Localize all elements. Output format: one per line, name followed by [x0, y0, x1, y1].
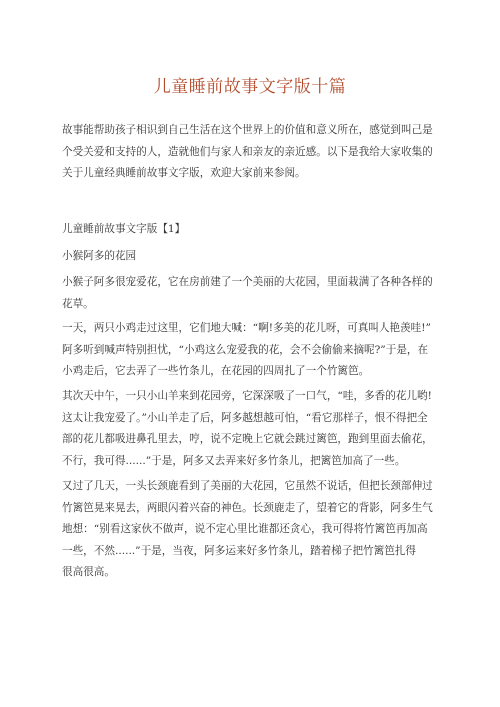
story-line: 花草。 — [62, 297, 94, 310]
story-paragraph — [62, 476, 434, 584]
story-line: 竹篱笆晃来晃去，两眼闪着兴奋的神色。长颈鹿走了，望着它的背影，阿多生气 — [62, 501, 433, 514]
intro-line: 个受关爱和支持的人，造就他们与家人和亲友的亲近感。以下是我给大家收集的 — [62, 145, 433, 158]
story-paragraph — [62, 272, 434, 315]
intro-paragraph — [62, 120, 434, 185]
page-title: 儿童睡前故事文字版十篇 — [153, 77, 347, 97]
story-paragraph — [62, 318, 434, 383]
story-line: 阿多听到喊声特别担忧，“小鸡这么宠爱我的花，会不会偷偷来摘呢?”于是，在 — [62, 343, 429, 356]
story-line: 一天，两只小鸡走过这里，它们地大喊：“啊!多美的花儿呀，可真叫人艳羡哇!” — [62, 322, 431, 334]
story-line: 地想：“别看这家伙不做声，说不定心里比谁都还贪心，我可得将竹篱笆再加高 — [62, 523, 428, 535]
story-line: 很高很高。 — [62, 566, 115, 578]
story-line: 这太让我宠爱了。”小山羊走了后，阿多越想越可怕，“看它那样子，恨不得把全 — [62, 411, 428, 424]
story-line: 不行，我可得......”于是，阿多又去弄来好多竹条儿，把篱笆加高了一些。 — [62, 454, 406, 467]
story-line: 其次天中午，一只小山羊来到花园旁，它深深吸了一口气，“哇，多香的花儿哟! — [62, 390, 432, 402]
story-line: 小鸡走后，它去弄了一些竹条儿，在花园的四周扎了一个竹篱笆。 — [62, 365, 370, 377]
intro-line: 关于儿童经典睡前故事文字版，欢迎大家前来参阅。 — [62, 167, 306, 179]
story-line: 又过了几天，一头长颈鹿看到了美丽的大花园，它虽然不说话，但把长颈部伸过 — [62, 480, 433, 492]
story-line: 一些，不然......”于是，当夜，阿多运来好多竹条儿，踏着梯子把竹篱笆扎得 — [62, 544, 417, 557]
story-line: 部的花儿都吸进鼻孔里去，哼，说不定晚上它就会跳过篱笆，跑到里面去偷花， — [62, 433, 433, 445]
intro-line: 故事能帮助孩子相识到自己生活在这个世界上的价值和意义所在，感觉到叫己是 — [62, 124, 433, 136]
story-paragraph — [62, 386, 434, 472]
story-title: 小猴阿多的花园 — [62, 250, 137, 262]
section-heading: 儿童睡前故事文字版【1】 — [62, 223, 186, 235]
story-line: 小猴子阿多很宠爱花，它在房前建了一个美丽的大花园，里面栽满了各种各样的 — [62, 276, 433, 288]
